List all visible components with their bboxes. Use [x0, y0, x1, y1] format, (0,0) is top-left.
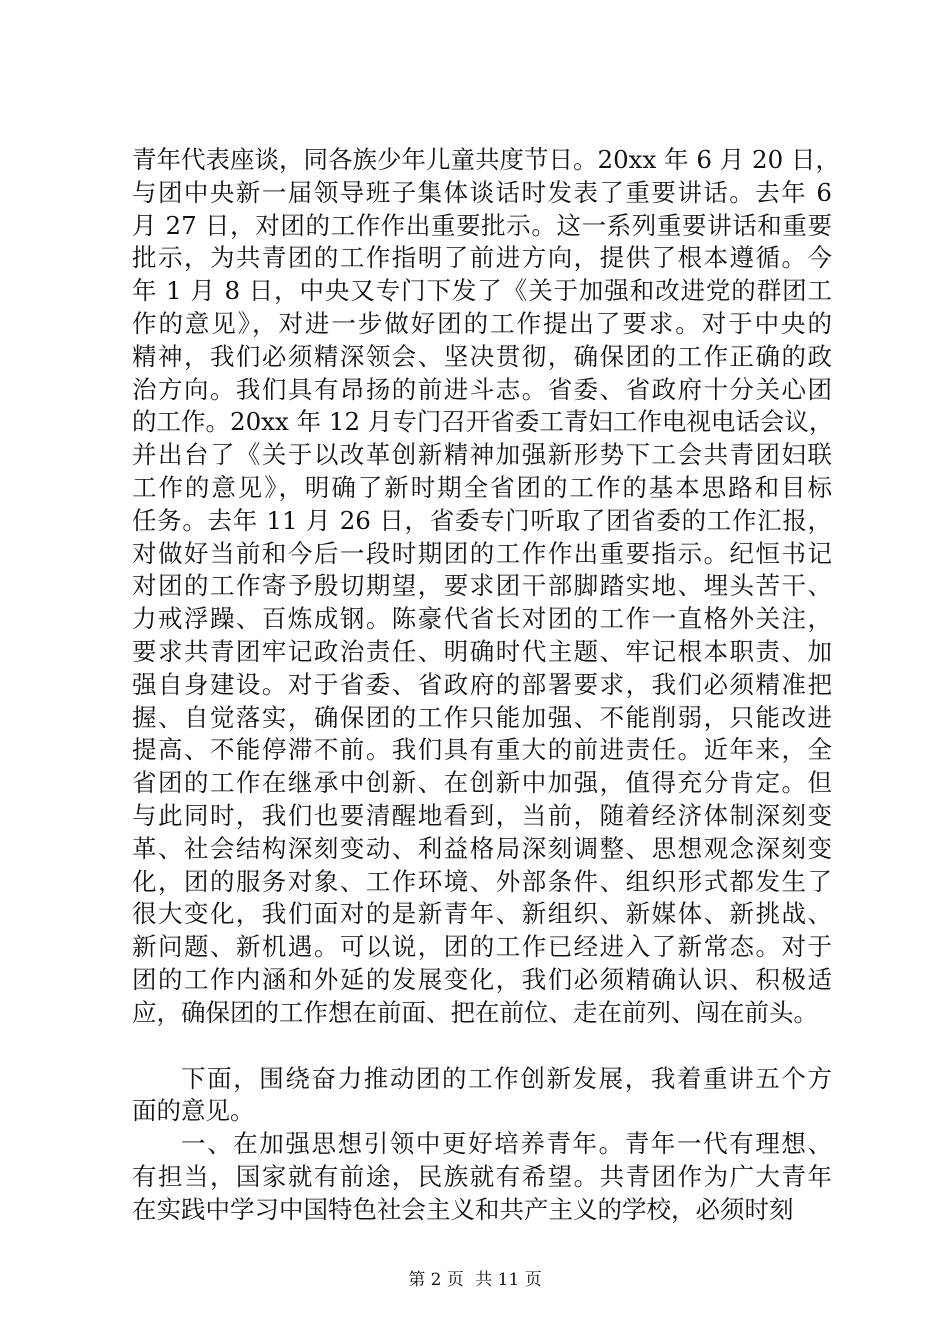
paragraph	[132, 1063, 832, 1129]
text-line: 批示，为共青团的工作指明了前进方向，提供了根本遵循。今	[132, 243, 832, 273]
text-line: 化，团的服务对象、工作环境、外部条件、组织形式都发生了	[132, 866, 832, 896]
total-pages-label: 共 11 页	[475, 1270, 542, 1290]
text-line: 握、自觉落实，确保团的工作只能加强、不能削弱，只能改进	[132, 702, 832, 732]
text-line: 很大变化，我们面对的是新青年、新组织、新媒体、新挑战、	[132, 899, 832, 929]
paragraph	[132, 144, 841, 1030]
text-line: 与团中央新一届领导班子集体谈话时发表了重要讲话。去年 6	[132, 177, 832, 207]
text-line: 与此同时，我们也要清醒地看到，当前，随着经济体制深刻变	[132, 800, 832, 830]
text-line: 团的工作内涵和外延的发展变化，我们必须精确认识、积极适	[132, 964, 832, 994]
text-line: 面的意见。	[132, 1096, 255, 1126]
page-footer	[0, 1270, 950, 1290]
text-line: 工作的意见》，明确了新时期全省团的工作的基本思路和目标	[132, 472, 832, 502]
current-page-label: 第 2 页	[408, 1270, 464, 1290]
text-line: 作的意见》，对进一步做好团的工作提出了要求。对于中央的	[132, 308, 832, 338]
text-line: 任务。去年 11 月 26 日，省委专门听取了团省委的工作汇报，	[132, 505, 832, 535]
text-line: 治方向。我们具有昂扬的前进斗志。省委、省政府十分关心团	[132, 374, 832, 404]
text-line: 青年代表座谈，同各族少年儿童共度节日。20xx 年 6 月 20 日，	[132, 145, 841, 174]
text-line: 月 27 日，对团的工作作出重要批示。这一系列重要讲话和重要	[132, 210, 832, 240]
text-line: 要求共青团牢记政治责任、明确时代主题、牢记根本职责、加	[132, 636, 832, 666]
text-line: 年 1 月 8 日，中央又专门下发了《关于加强和改进党的群团工	[132, 276, 832, 306]
text-line: 一、在加强思想引领中更好培养青年。青年一代有理想、	[181, 1129, 832, 1159]
text-line: 下面，围绕奋力推动团的工作创新发展，我着重讲五个方	[181, 1063, 832, 1093]
text-line: 应，确保团的工作想在前面、把在前位、走在前列、闯在前头。	[132, 997, 818, 1027]
text-line: 对团的工作寄予殷切期望，要求团干部脚踏实地、埋头苦干、	[132, 571, 832, 601]
document-body	[132, 144, 841, 1227]
text-line: 的工作。20xx 年 12 月专门召开省委工青妇工作电视电话会议，	[132, 407, 834, 437]
text-line: 新问题、新机遇。可以说，团的工作已经进入了新常态。对于	[132, 932, 832, 962]
paragraph-gap	[132, 1030, 832, 1063]
text-line: 强自身建设。对于省委、省政府的部署要求，我们必须精准把	[132, 669, 832, 699]
text-line: 对做好当前和今后一段时期团的工作作出重要指示。纪恒书记	[132, 538, 832, 568]
text-line: 革、社会结构深刻变动、利益格局深刻调整、思想观念深刻变	[132, 833, 832, 863]
text-line: 力戒浮躁、百炼成钢。陈豪代省长对团的工作一直格外关注，	[132, 604, 832, 634]
text-line: 省团的工作在继承中创新、在创新中加强，值得充分肯定。但	[132, 768, 832, 798]
text-line: 在实践中学习中国特色社会主义和共产主义的学校，必须时刻	[132, 1194, 794, 1224]
text-line: 并出台了《关于以改革创新精神加强新形势下工会共青团妇联	[132, 440, 832, 470]
text-line: 有担当，国家就有前途，民族就有希望。共青团作为广大青年	[132, 1161, 832, 1191]
text-line: 提高、不能停滞不前。我们具有重大的前进责任。近年来，全	[132, 735, 832, 765]
text-line: 精神，我们必须精深领会、坚决贯彻，确保团的工作正确的政	[132, 341, 832, 371]
paragraph	[132, 1128, 832, 1226]
